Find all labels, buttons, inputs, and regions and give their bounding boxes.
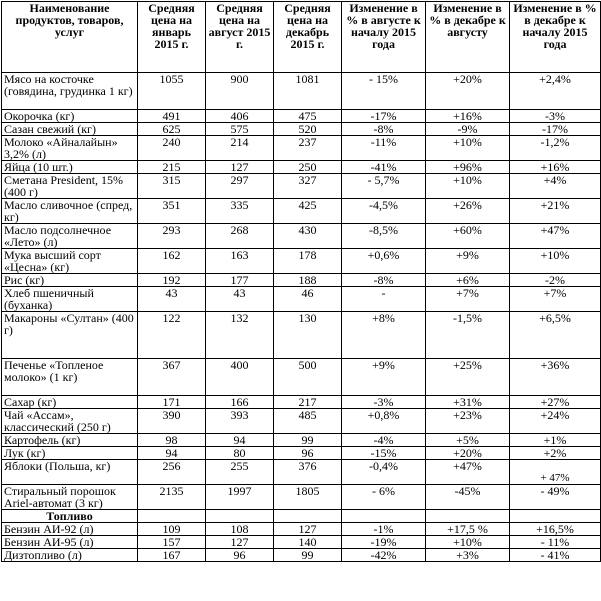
- price-jan: 167: [138, 549, 206, 562]
- change-dec-vs-start: - 41%: [510, 549, 601, 562]
- change-dec-vs-start: -1,2%: [510, 136, 601, 161]
- change-aug-vs-start: -8%: [342, 274, 426, 287]
- table-row: [2, 549, 601, 562]
- change-dec-vs-start: +4%: [510, 174, 601, 199]
- change-dec-vs-start: +27%: [510, 396, 601, 409]
- price-dec: 127: [274, 523, 342, 536]
- product-name: Хлеб пшеничный (буханка): [2, 287, 138, 312]
- price-dec: 237: [274, 136, 342, 161]
- change-dec-vs-start: -3%: [510, 110, 601, 123]
- price-dec: 1081: [274, 73, 342, 110]
- table-row: [2, 199, 601, 224]
- price-jan: 351: [138, 199, 206, 224]
- change-aug-vs-start: - 15%: [342, 73, 426, 110]
- change-dec-vs-aug: -45%: [426, 485, 510, 510]
- change-dec-vs-aug: +10%: [426, 174, 510, 199]
- price-aug: 393: [206, 409, 274, 434]
- price-dec: 1805: [274, 485, 342, 510]
- price-jan: 625: [138, 123, 206, 136]
- product-name: Яйца (10 шт.): [2, 161, 138, 174]
- change-aug-vs-start: - 6%: [342, 485, 426, 510]
- price-aug: 108: [206, 523, 274, 536]
- price-dec: 485: [274, 409, 342, 434]
- empty-cell: [342, 510, 426, 523]
- change-aug-vs-start: -4,5%: [342, 199, 426, 224]
- price-aug: 80: [206, 447, 274, 460]
- change-dec-vs-aug: -9%: [426, 123, 510, 136]
- change-aug-vs-start: -41%: [342, 161, 426, 174]
- product-name: Лук (кг): [2, 447, 138, 460]
- header-dec-price: Средняя цена на декабрь 2015 г.: [274, 2, 342, 73]
- change-dec-vs-aug: +23%: [426, 409, 510, 434]
- change-aug-vs-start: -4%: [342, 434, 426, 447]
- change-dec-vs-aug: +17,5 %: [426, 523, 510, 536]
- product-name: Масло подсолнечное «Лето» (л): [2, 224, 138, 249]
- change-dec-vs-start: +7%: [510, 287, 601, 312]
- table-row: [2, 123, 601, 136]
- price-jan: 367: [138, 359, 206, 396]
- table-row: [2, 460, 601, 485]
- price-jan: 1055: [138, 73, 206, 110]
- change-dec-vs-aug: +20%: [426, 447, 510, 460]
- table-row: [2, 249, 601, 274]
- empty-cell: [274, 510, 342, 523]
- change-dec-vs-aug: +25%: [426, 359, 510, 396]
- product-name: Молоко «Айналайын» 3,2% (л): [2, 136, 138, 161]
- change-dec-vs-start: +36%: [510, 359, 601, 396]
- table-row: [2, 536, 601, 549]
- price-dec: 430: [274, 224, 342, 249]
- price-dec: 188: [274, 274, 342, 287]
- product-name: Сметана President, 15% (400 г): [2, 174, 138, 199]
- price-jan: 171: [138, 396, 206, 409]
- header-change-dec-vs-start: Изменение в % в декабре к началу 2015 года: [510, 2, 601, 73]
- table-row: [2, 174, 601, 199]
- table-row: [2, 161, 601, 174]
- change-dec-vs-aug: -1,5%: [426, 312, 510, 359]
- price-jan: 192: [138, 274, 206, 287]
- price-dec: 475: [274, 110, 342, 123]
- header-row: [2, 2, 601, 73]
- change-dec-vs-aug: +16%: [426, 110, 510, 123]
- table-row: [2, 359, 601, 396]
- change-aug-vs-start: +8%: [342, 312, 426, 359]
- change-dec-vs-aug: +3%: [426, 549, 510, 562]
- table-row: [2, 136, 601, 161]
- table-row: [2, 409, 601, 434]
- change-dec-vs-start: -17%: [510, 123, 601, 136]
- empty-cell: [510, 510, 601, 523]
- change-aug-vs-start: -0,4%: [342, 460, 426, 485]
- product-name: Мука высший сорт «Цесна» (кг): [2, 249, 138, 274]
- change-aug-vs-start: -3%: [342, 396, 426, 409]
- price-jan: 315: [138, 174, 206, 199]
- change-aug-vs-start: -11%: [342, 136, 426, 161]
- change-dec-vs-aug: +20%: [426, 73, 510, 110]
- price-aug: 166: [206, 396, 274, 409]
- change-dec-vs-start: +2,4%: [510, 73, 601, 110]
- table-row: [2, 312, 601, 359]
- table-row: [2, 224, 601, 249]
- product-name: Мясо на косточке (говядина, грудинка 1 кг): [2, 73, 138, 110]
- table-row: [2, 523, 601, 536]
- price-dec: 99: [274, 549, 342, 562]
- price-jan: 122: [138, 312, 206, 359]
- change-dec-vs-aug: +26%: [426, 199, 510, 224]
- price-aug: 1997: [206, 485, 274, 510]
- price-jan: 491: [138, 110, 206, 123]
- price-jan: 162: [138, 249, 206, 274]
- change-dec-vs-start: +21%: [510, 199, 601, 224]
- price-aug: 132: [206, 312, 274, 359]
- change-dec-vs-aug: +47%: [426, 460, 510, 485]
- change-aug-vs-start: +0,8%: [342, 409, 426, 434]
- header-aug-price: Средняя цена на август 2015 г.: [206, 2, 274, 73]
- header-change-dec-vs-aug: Изменение в % в декабре к августу: [426, 2, 510, 73]
- table-row: [2, 396, 601, 409]
- price-dec: 425: [274, 199, 342, 224]
- change-dec-vs-aug: +10%: [426, 536, 510, 549]
- change-dec-vs-start: + 47%: [510, 460, 601, 485]
- price-jan: 390: [138, 409, 206, 434]
- price-dec: 520: [274, 123, 342, 136]
- price-dec: 500: [274, 359, 342, 396]
- change-aug-vs-start: -1%: [342, 523, 426, 536]
- change-dec-vs-aug: +96%: [426, 161, 510, 174]
- product-name: Картофель (кг): [2, 434, 138, 447]
- product-name: Макароны «Султан» (400 г): [2, 312, 138, 359]
- product-name: Бензин АИ-92 (л): [2, 523, 138, 536]
- change-dec-vs-aug: +60%: [426, 224, 510, 249]
- product-name: Рис (кг): [2, 274, 138, 287]
- price-aug: 214: [206, 136, 274, 161]
- change-dec-vs-start: +16%: [510, 161, 601, 174]
- price-jan: 43: [138, 287, 206, 312]
- table-row: [2, 287, 601, 312]
- price-dec: 217: [274, 396, 342, 409]
- table-row: [2, 110, 601, 123]
- empty-cell: [138, 510, 206, 523]
- change-dec-vs-start: - 49%: [510, 485, 601, 510]
- change-dec-vs-start: +24%: [510, 409, 601, 434]
- price-dec: 99: [274, 434, 342, 447]
- price-dec: 130: [274, 312, 342, 359]
- header-change-aug-vs-start: Изменение в % в августе к началу 2015 года: [342, 2, 426, 73]
- price-jan: 94: [138, 447, 206, 460]
- change-aug-vs-start: - 5,7%: [342, 174, 426, 199]
- header-jan-price: Средняя цена на январь 2015 г.: [138, 2, 206, 73]
- product-name: Окорочка (кг): [2, 110, 138, 123]
- price-jan: 157: [138, 536, 206, 549]
- change-aug-vs-start: -42%: [342, 549, 426, 562]
- price-aug: 96: [206, 549, 274, 562]
- price-aug: 297: [206, 174, 274, 199]
- section-row-fuel: [2, 510, 601, 523]
- change-aug-vs-start: +9%: [342, 359, 426, 396]
- price-aug: 900: [206, 73, 274, 110]
- change-dec-vs-aug: +31%: [426, 396, 510, 409]
- table-row: [2, 434, 601, 447]
- change-aug-vs-start: -8,5%: [342, 224, 426, 249]
- product-name: Бензин АИ-95 (л): [2, 536, 138, 549]
- change-dec-vs-start: +6,5%: [510, 312, 601, 359]
- header-product: Наименование продуктов, товаров, услуг: [2, 2, 138, 73]
- empty-cell: [426, 510, 510, 523]
- price-aug: 406: [206, 110, 274, 123]
- price-dec: 376: [274, 460, 342, 485]
- change-aug-vs-start: -: [342, 287, 426, 312]
- empty-cell: [206, 510, 274, 523]
- product-name: Сахар (кг): [2, 396, 138, 409]
- price-jan: 109: [138, 523, 206, 536]
- change-dec-vs-aug: +9%: [426, 249, 510, 274]
- product-name: Яблоки (Польша, кг): [2, 460, 138, 485]
- change-dec-vs-start: +10%: [510, 249, 601, 274]
- change-dec-vs-start: +47%: [510, 224, 601, 249]
- table-row: [2, 485, 601, 510]
- change-dec-vs-aug: +7%: [426, 287, 510, 312]
- price-aug: 127: [206, 161, 274, 174]
- price-dec: 327: [274, 174, 342, 199]
- price-aug: 255: [206, 460, 274, 485]
- price-aug: 163: [206, 249, 274, 274]
- product-name: Сазан свежий (кг): [2, 123, 138, 136]
- price-dec: 178: [274, 249, 342, 274]
- change-aug-vs-start: -8%: [342, 123, 426, 136]
- change-aug-vs-start: -17%: [342, 110, 426, 123]
- price-jan: 293: [138, 224, 206, 249]
- product-name: Чай «Ассам», классический (250 г): [2, 409, 138, 434]
- price-aug: 268: [206, 224, 274, 249]
- product-name: Масло сливочное (спред, кг): [2, 199, 138, 224]
- price-dec: 96: [274, 447, 342, 460]
- change-dec-vs-start: +1%: [510, 434, 601, 447]
- price-jan: 256: [138, 460, 206, 485]
- price-dec: 46: [274, 287, 342, 312]
- change-dec-vs-aug: +10%: [426, 136, 510, 161]
- change-aug-vs-start: -15%: [342, 447, 426, 460]
- table-row: [2, 73, 601, 110]
- price-aug: 335: [206, 199, 274, 224]
- change-dec-vs-start: -2%: [510, 274, 601, 287]
- section-title-fuel: Топливо: [2, 510, 138, 523]
- price-jan: 240: [138, 136, 206, 161]
- price-aug: 94: [206, 434, 274, 447]
- price-table: [1, 1, 601, 562]
- price-aug: 575: [206, 123, 274, 136]
- price-jan: 2135: [138, 485, 206, 510]
- price-dec: 140: [274, 536, 342, 549]
- product-name: Дизтопливо (л): [2, 549, 138, 562]
- change-dec-vs-start: +2%: [510, 447, 601, 460]
- product-name: Стиральный порошок Ariel-автомат (3 кг): [2, 485, 138, 510]
- price-dec: 250: [274, 161, 342, 174]
- change-dec-vs-aug: +5%: [426, 434, 510, 447]
- product-name: Печенье «Топленое молоко» (1 кг): [2, 359, 138, 396]
- change-aug-vs-start: +0,6%: [342, 249, 426, 274]
- change-aug-vs-start: -19%: [342, 536, 426, 549]
- price-aug: 127: [206, 536, 274, 549]
- change-dec-vs-start: - 11%: [510, 536, 601, 549]
- price-aug: 43: [206, 287, 274, 312]
- price-aug: 400: [206, 359, 274, 396]
- change-dec-vs-aug: +6%: [426, 274, 510, 287]
- table-row: [2, 447, 601, 460]
- price-jan: 215: [138, 161, 206, 174]
- table-row: [2, 274, 601, 287]
- price-jan: 98: [138, 434, 206, 447]
- price-aug: 177: [206, 274, 274, 287]
- change-dec-vs-start: +16,5%: [510, 523, 601, 536]
